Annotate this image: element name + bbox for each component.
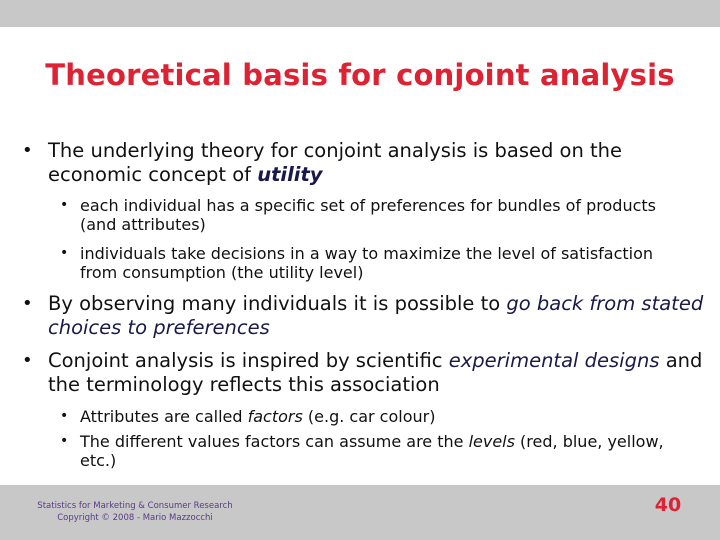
bullet-dot: •	[60, 433, 69, 449]
footer-credits	[30, 500, 240, 524]
bullet-1	[22, 139, 708, 187]
sub-bullet-3-1-text: Attributes are called	[80, 407, 248, 426]
sub-bullet-1-2-text: individuals take decisions in a way to maximize the level of satisfaction from consumption (the utility level)	[80, 244, 654, 282]
slide-title: Theoretical basis for conjoint analysis	[45, 58, 675, 92]
bullet-dot: •	[22, 293, 33, 314]
page-number: 40	[654, 494, 682, 516]
bullet-2-text: By observing many individuals it is possible to	[48, 292, 507, 315]
top-bar	[0, 0, 720, 27]
bullet-1-text: The underlying theory for conjoint analysis is based on the economic concept of	[48, 139, 623, 186]
bullet-3	[22, 349, 708, 397]
sub-bullet-1-1-text: each individual has a specific set of preferences for bundles of products (and attributes)	[80, 196, 656, 234]
sub-bullet-3-2-after: (red, blue, yellow, etc.)	[80, 432, 664, 470]
footer-line-1: Statistics for Marketing & Consumer Research	[37, 501, 233, 511]
bullet-2	[22, 292, 708, 340]
bullet-3-text: Conjoint analysis is inspired by scientific	[48, 349, 449, 372]
bullet-dot: •	[22, 350, 33, 371]
bullet-dot: •	[60, 245, 69, 261]
bullet-2-emphasis: go back from stated choices to preferences	[48, 292, 704, 339]
sub-bullet-3-2-text: The different values factors can assume are the	[80, 432, 469, 451]
sub-bullet-3-1-after: (e.g. car colour)	[302, 407, 436, 426]
bullet-1-emphasis: utility	[257, 163, 323, 186]
bullet-dot: •	[22, 140, 33, 161]
sub-bullet-3-2-emphasis: levels	[468, 432, 515, 451]
sub-bullet-3-2	[60, 432, 680, 470]
bullet-3-emphasis: experimental designs	[448, 349, 660, 372]
sub-bullet-3-1-emphasis: factors	[247, 407, 303, 426]
bullet-3-text-after: and the terminology reflects this association	[48, 349, 703, 396]
bullet-dot: •	[60, 408, 69, 424]
sub-bullet-1-2	[60, 244, 680, 282]
footer-line-2: Copyright © 2008 - Mario Mazzocchi	[57, 513, 213, 523]
sub-bullet-3-1	[60, 407, 680, 426]
sub-bullet-1-1	[60, 196, 680, 234]
bullet-dot: •	[60, 197, 69, 213]
